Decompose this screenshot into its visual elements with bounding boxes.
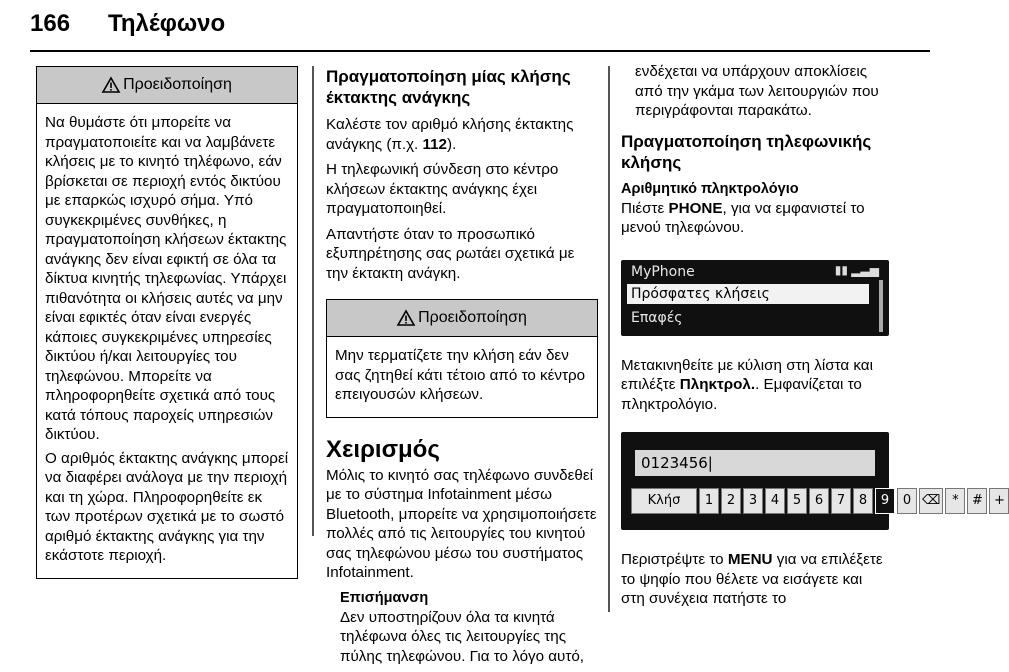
digit-key[interactable]: 5	[787, 488, 807, 514]
menu-item-recent-calls[interactable]: Πρόσφατες κλήσεις	[627, 284, 869, 304]
warning-body	[327, 337, 597, 417]
backspace-icon[interactable]: ⌫	[919, 488, 943, 514]
digit-key[interactable]: 2	[721, 488, 741, 514]
section-heading-emergency-call: Πραγματοποίηση μίας κλήσης έκτακτης ανάγκης	[326, 67, 571, 107]
page-header	[0, 0, 960, 50]
page-number: 166	[30, 10, 71, 37]
paragraph: Μόλις το κινητό σας τηλέφωνο συνδεθεί με το σύστημα Infotainment μέσω Bluetooth, μπορείτε να χρησιμοποιήσετε πολλές από τις λειτουργίες του κινητού σας τηλεφώνου μέσω του συστήματος Infotainment.	[326, 466, 597, 581]
warning-icon	[102, 77, 120, 93]
warning-paragraph: Ο αριθμός έκτακτης ανάγκης μπορεί να διαφέρει ανάλογα με την περιοχή και τη χώρα. Πληροφορηθείτε εκ των προτέρων σχετικά με το σωστό αριθμό έκτακτης ανάγκης για την εκάστοτε περιοχή.	[45, 449, 289, 564]
menu-knob-label: MENU	[727, 551, 773, 568]
emergency-number: 112	[422, 135, 448, 153]
warning-body	[37, 104, 297, 578]
note-title: Επισήμανση	[340, 589, 429, 606]
column-divider	[312, 66, 314, 536]
column-3	[621, 62, 1005, 615]
warning-box	[326, 299, 598, 418]
scrollbar	[879, 280, 883, 332]
paragraph: Καλέστε τον αριθμό κλήσης έκτακτης ανάγκης (π.χ. 112).	[326, 116, 574, 153]
note	[326, 589, 598, 667]
digit-key[interactable]: 8	[853, 488, 873, 514]
header-rule	[30, 50, 930, 52]
warning-header	[327, 300, 597, 337]
digit-key[interactable]: 1	[699, 488, 719, 514]
paragraph: Πιέστε PHONE, για να εμφανιστεί το μενού τηλεφώνου.	[621, 199, 865, 236]
phone-menu-screenshot	[621, 260, 889, 336]
keypad-row	[631, 488, 1009, 514]
hash-key[interactable]: #	[967, 488, 987, 514]
paragraph: Η τηλεφωνική σύνδεση στο κέντρο κλήσεων έκτακτης ανάγκης έχει πραγματοποιηθεί.	[326, 161, 559, 217]
phone-menu-title: MyPhone	[631, 263, 695, 280]
warning-header	[37, 67, 297, 104]
digit-key[interactable]: 0	[897, 488, 917, 514]
section-heading-operation: Χειρισμός	[326, 435, 440, 463]
warning-box	[36, 66, 298, 579]
plus-key[interactable]: +	[989, 488, 1009, 514]
warning-icon	[397, 310, 415, 326]
call-key[interactable]: Κλήσ	[631, 488, 697, 514]
column-divider	[608, 66, 610, 612]
section-heading-phone-call: Πραγματοποίηση τηλεφωνικής κλήσης	[621, 131, 872, 172]
paragraph: Απαντήστε όταν το προσωπικό εξυπηρέτησης σας ρωτάει σχετικά με την έκτακτη ανάγκη.	[326, 225, 575, 282]
star-key[interactable]: *	[945, 488, 965, 514]
paragraph: Περιστρέψτε το MENU για να επιλέξετε το ψηφίο που θέλετε να εισάγετε και στη συνέχεια πατήστε το	[621, 551, 883, 607]
keypad-menu-label: Πληκτρολ.	[679, 376, 756, 393]
warning-title: Προειδοποίηση	[123, 76, 232, 93]
keypad-screenshot	[621, 432, 1005, 530]
note-text: Δεν υποστηρίζουν όλα τα κινητά τηλέφωνα όλες τις λειτουργίες της πύλης τηλεφώνου. Για το λόγο αυτό,	[340, 608, 585, 665]
digit-key[interactable]: 4	[765, 488, 785, 514]
warning-paragraph: Μην τερματίζετε την κλήση εάν δεν σας ζητηθεί κάτι τέτοιο από το κέντρο επειγουσών κλήσεων.	[335, 347, 586, 403]
digit-key-selected[interactable]: 9	[875, 488, 895, 514]
warning-title: Προειδοποίηση	[418, 309, 527, 326]
page-title: Τηλέφωνο	[108, 10, 226, 37]
phone-key-label: PHONE	[668, 199, 723, 217]
paragraph: Μετακινηθείτε με κύλιση στη λίστα και επιλέξτε Πληκτρολ.. Εμφανίζεται το πληκτρολόγιο.	[621, 356, 873, 413]
digit-key[interactable]: 7	[831, 488, 851, 514]
signal-icon: ▮▮ ▂▃▅	[834, 262, 879, 277]
digit-key[interactable]: 6	[809, 488, 829, 514]
warning-paragraph: Να θυμάστε ότι μπορείτε να πραγματοποιείτε και να λαμβάνετε κλήσεις με το κινητό τηλέφωνο, εάν βρίσκεται σε περιοχή εντός δικτύου με επαρκώς ισχυρό σήμα. Υπό συγκεκριμένες συνθήκες, η πραγματοποίηση κλήσεων έκτακτης ανάγκης δεν είναι εφικτή σε όλα τα δίκτυα κινητής τηλεφωνίας. Υπάρχει πιθανότητα οι κλήσεις αυτές να μην είναι εφικτές όταν είναι ενεργές κάποιες συγκεκριμένες υπηρεσίες δικτύου ή/και λειτουργίες του τηλεφώνου. Μπορείτε να πληροφορηθείτε σχετικά από τους κατά τόπους παροχείς υπηρεσιών δικτύου.	[45, 114, 287, 443]
subheading-keypad: Αριθμητικό πληκτρολόγιο	[621, 180, 799, 197]
digit-key[interactable]: 3	[743, 488, 763, 514]
menu-item-contacts[interactable]: Επαφές	[631, 309, 683, 326]
dial-number-field[interactable]: 0123456|	[635, 450, 875, 476]
column-1	[36, 66, 298, 579]
note-continued: ενδέχεται να υπάρχουν αποκλίσεις από την γκάμα των λειτουργιών που περιγράφονται παρακάτω.	[635, 63, 879, 119]
column-2	[326, 66, 598, 672]
